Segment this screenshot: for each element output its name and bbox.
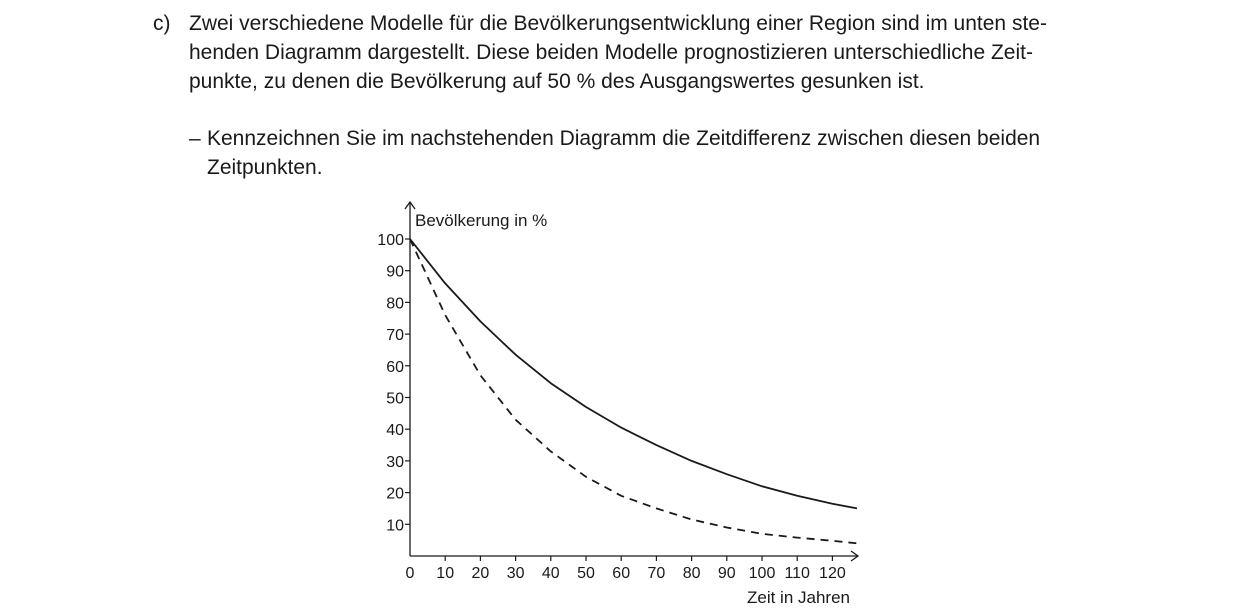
x-tick-label: 80	[682, 565, 701, 582]
x-tick-label: 90	[717, 565, 736, 582]
y-tick-label: 40	[386, 422, 404, 440]
y-tick-label: 70	[386, 327, 404, 345]
y-tick-label: 100	[377, 232, 404, 249]
series-line-solid	[410, 239, 857, 508]
task-text-line: Zwei verschiedene Modelle für die Bevölkerungsentwicklung einer Region sind im unten ste-	[189, 12, 1047, 35]
x-tick-label: 30	[506, 565, 525, 582]
bullet-text-line: Zeitpunkten.	[207, 156, 323, 179]
task-label: c)	[153, 12, 171, 35]
x-tick-label: 20	[471, 565, 490, 582]
x-tick-label: 120	[819, 565, 846, 582]
x-tick-label: 110	[784, 565, 810, 582]
y-tick-label: 50	[386, 390, 404, 408]
task-text-line: punkte, zu denen die Bevölkerung auf 50 % des Ausgangswertes gesunken ist.	[189, 70, 925, 93]
task-text-line: henden Diagramm dargestellt. Diese beiden Modelle prognostizieren unterschiedliche Zeit-	[189, 41, 1033, 64]
y-tick-label: 80	[386, 295, 404, 313]
x-tick-label: 10	[436, 565, 455, 582]
y-tick-label: 60	[386, 358, 404, 376]
x-tick-label: 100	[748, 565, 776, 582]
y-axis-title: Bevölkerung in %	[415, 211, 548, 230]
x-tick-label: 0	[405, 565, 415, 582]
y-tick-label: 20	[386, 485, 404, 503]
chart-series	[410, 239, 857, 543]
y-tick-label: 90	[386, 263, 404, 281]
x-tick-label: 70	[647, 565, 666, 582]
chart-axes	[405, 202, 858, 561]
x-axis-title: Zeit in Jahren	[747, 588, 850, 607]
bullet-marker: –	[189, 127, 201, 150]
chart-ticks	[377, 232, 846, 582]
y-tick-label: 30	[386, 453, 404, 471]
y-tick-label: 10	[386, 517, 404, 535]
x-tick-label: 50	[577, 565, 595, 582]
x-tick-label: 40	[541, 565, 560, 582]
bullet-text-line: Kennzeichnen Sie im nachstehenden Diagramm die Zeitdifferenz zwischen diesen beiden	[207, 127, 1041, 150]
series-line-dashed	[410, 239, 857, 543]
x-tick-label: 60	[612, 565, 631, 582]
